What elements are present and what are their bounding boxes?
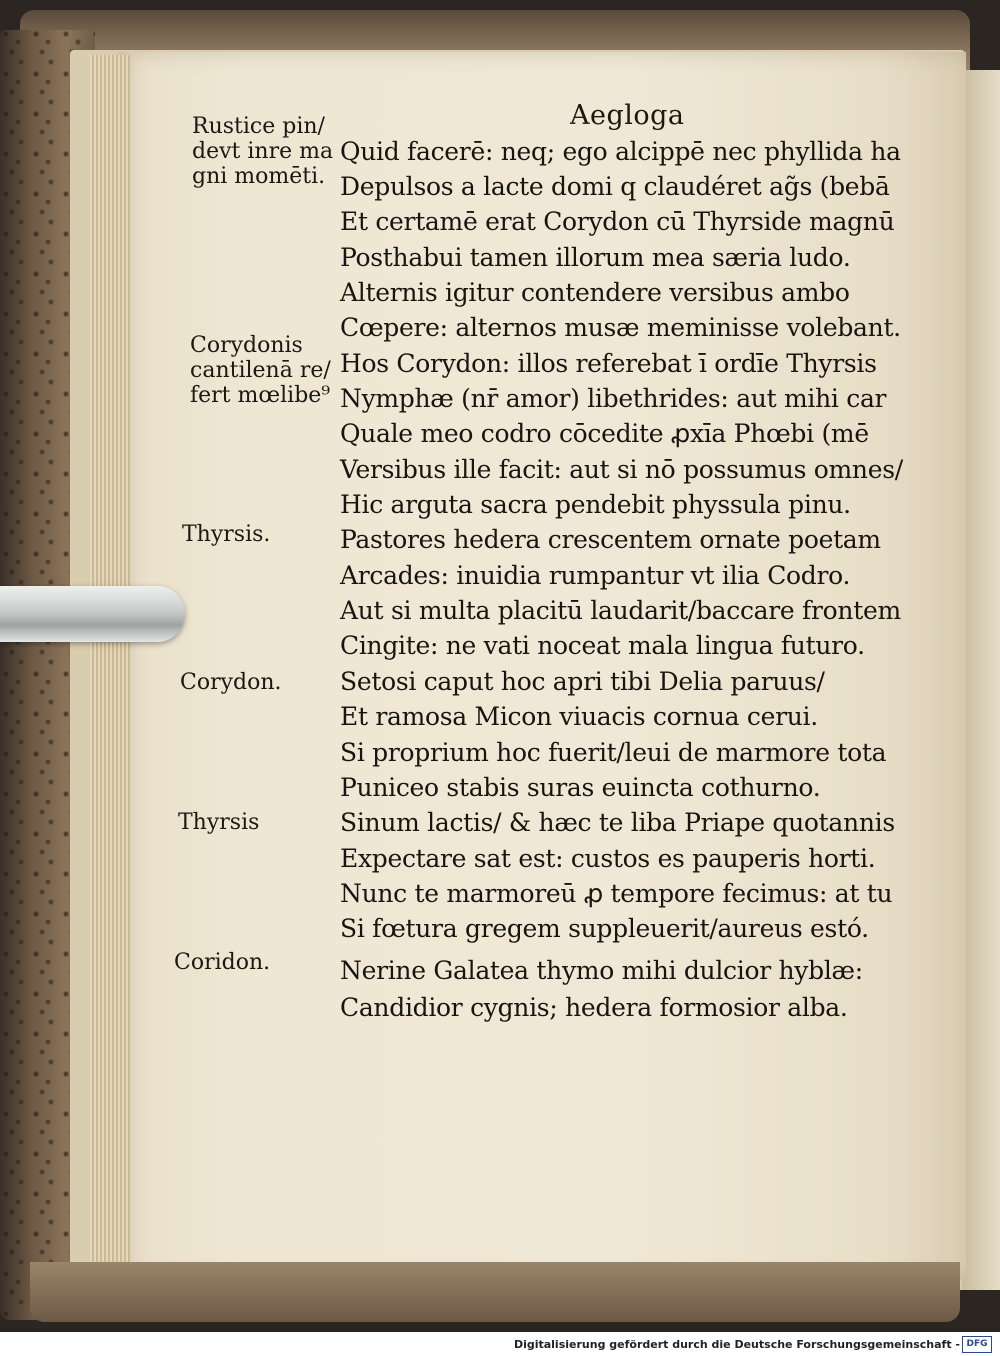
- verse-line: Et certamē erat Corydon cū Thyrside magnū: [340, 207, 895, 236]
- margin-note-thyrsis-1: Thyrsis.: [182, 522, 271, 547]
- verse-line: Cœpere: alternos musæ meminisse volebant.: [340, 313, 901, 342]
- margin-note-corydonis: Corydonis cantilenā re/ fert mœlibe⁹: [190, 333, 331, 408]
- footer-bar: [0, 1332, 1000, 1356]
- verse-line: Si proprium hoc fuerit/leui de marmore tota: [340, 738, 887, 767]
- verse-line: Puniceo stabis suras euincta cothurno.: [340, 773, 821, 802]
- verse-line: Arcades: inuidia rumpantur vt ilia Codro.: [340, 561, 851, 590]
- verse-line: Sinum lactis/ & hæc te liba Priape quotannis: [340, 808, 895, 837]
- verse-line: Hic arguta sacra pendebit physsula pinu.: [340, 490, 851, 519]
- verse-line: Nunc te marmoreū ꝓ tempore fecimus: at tu: [340, 879, 893, 908]
- verse-line: Posthabui tamen illorum mea særia ludo.: [340, 243, 851, 272]
- margin-note-coridon: Coridon.: [174, 950, 271, 975]
- margin-note-corydon: Corydon.: [180, 670, 282, 695]
- verse-line: Et ramosa Micon viuacis cornua cerui.: [340, 702, 818, 731]
- verse-line: Versibus ille facit: aut si nō possumus omnes/: [340, 455, 903, 484]
- page-stack: [90, 55, 130, 1280]
- verse-line: Quid facerē: neq; ego alcippē nec phyllida ha: [340, 137, 901, 166]
- book-page: [118, 52, 966, 1280]
- verse-line: Cingite: ne vati noceat mala lingua futuro.: [340, 631, 865, 660]
- right-leaf: [962, 70, 1000, 1290]
- verse-line: Aut si multa placitū laudarit/baccare frontem: [340, 596, 901, 625]
- verse-line: Expectare sat est: custos es pauperis horti.: [340, 844, 876, 873]
- verse-line: Nerine Galatea thymo mihi dulcior hyblæ:: [340, 956, 863, 985]
- book-cover-bottom: [30, 1262, 960, 1322]
- glass-clasp: [0, 586, 185, 642]
- verse-line: Pastores hedera crescentem ornate poetam: [340, 525, 881, 554]
- verse-line: Candidior cygnis; hedera formosior alba.: [340, 993, 848, 1022]
- verse-line: Setosi caput hoc apri tibi Delia paruus/: [340, 667, 825, 696]
- verse-line: Quale meo codro cōcedite ꝓxīa Phœbi (mē: [340, 419, 869, 448]
- margin-note-rustice: Rustice pin/ devt inre ma gni momēti.: [192, 114, 334, 189]
- verse-line: Hos Corydon: illos referebat ī ordīe Thyrsis: [340, 349, 877, 378]
- verse-line: Depulsos a lacte domi q claudéret ag̃s (bebā: [340, 172, 890, 201]
- verse-line: Si fœtura gregem suppleuerit/aureus estó.: [340, 914, 869, 943]
- funding-note: Digitalisierung gefördert durch die Deutsche Forschungsgemeinschaft -: [513, 1338, 960, 1351]
- page-heading: Aegloga: [570, 100, 685, 131]
- margin-note-thyrsis-2: Thyrsis: [178, 810, 260, 835]
- dfg-logo-icon: DFG: [962, 1336, 992, 1353]
- verse-line: Alternis igitur contendere versibus ambo: [340, 278, 850, 307]
- verse-line: Nymphæ (nr̄ amor) libethrides: aut mihi car: [340, 384, 887, 413]
